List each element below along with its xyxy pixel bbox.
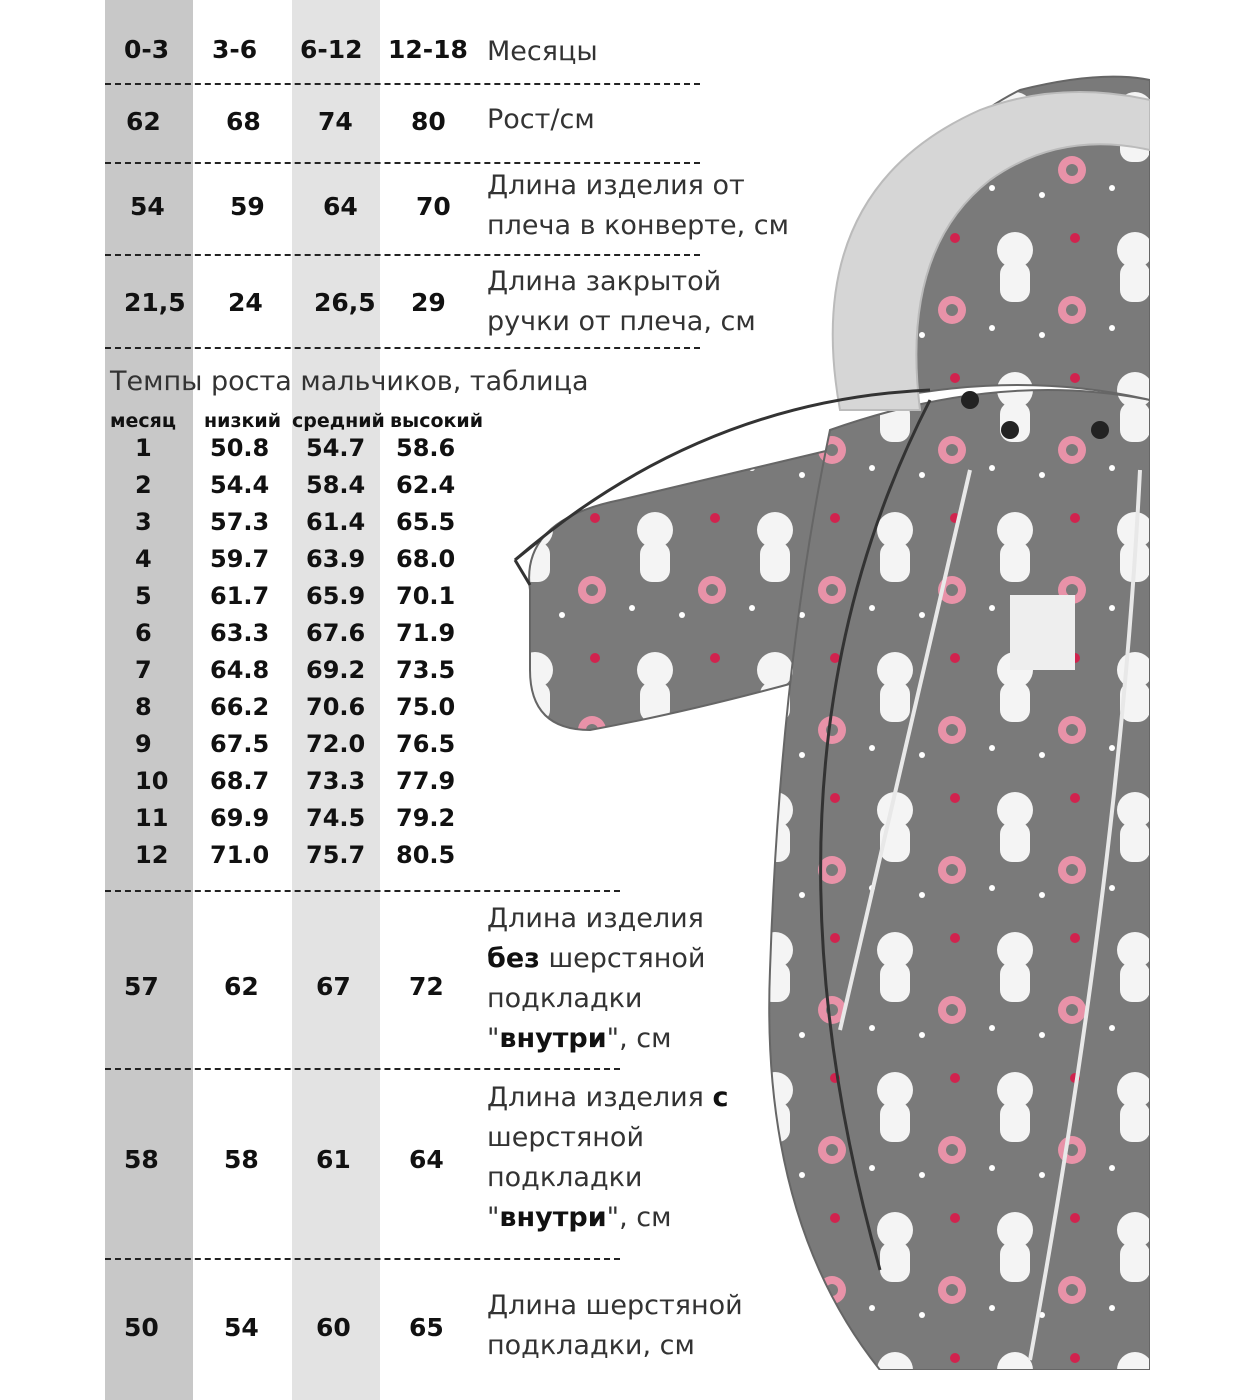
growth-cell-mid: 61.4 <box>306 508 366 536</box>
growth-cell-month: 10 <box>135 767 169 795</box>
growth-cell-mid: 69.2 <box>306 656 366 684</box>
growth-cell-mid: 70.6 <box>306 693 366 721</box>
with-lining-label-line4: "внутри", см <box>487 1202 672 1233</box>
separator <box>105 254 700 256</box>
growth-cell-high: 80.5 <box>396 841 456 869</box>
height-value-3: 74 <box>318 107 353 136</box>
length-label-line1: Длина изделия от <box>487 170 745 201</box>
separator <box>105 1258 620 1260</box>
sleeve-value-3: 26,5 <box>314 288 376 317</box>
height-value-1: 62 <box>126 107 161 136</box>
lining-length-label-line1: Длина шерстяной <box>487 1290 743 1321</box>
without-lining-label-line4: "внутри", см <box>487 1023 672 1054</box>
without-lining-value-2: 62 <box>224 972 259 1001</box>
height-value-2: 68 <box>226 107 261 136</box>
with-lining-label-line3: подкладки <box>487 1162 643 1193</box>
without-lining-label-line2: без шерстяной <box>487 943 706 974</box>
growth-cell-month: 5 <box>135 582 152 610</box>
growth-cell-low: 54.4 <box>210 471 270 499</box>
with-lining-label-line1: Длина изделия с <box>487 1082 729 1113</box>
growth-cell-high: 68.0 <box>396 545 456 573</box>
lining-length-value-3: 60 <box>316 1313 351 1342</box>
growth-cell-month: 8 <box>135 693 152 721</box>
months-label: Месяцы <box>487 36 598 67</box>
growth-cell-high: 62.4 <box>396 471 456 499</box>
growth-cell-mid: 73.3 <box>306 767 366 795</box>
lining-length-value-4: 65 <box>409 1313 444 1342</box>
separator <box>105 1068 620 1070</box>
with-lining-value-3: 61 <box>316 1145 351 1174</box>
with-lining-value-2: 58 <box>224 1145 259 1174</box>
without-lining-value-1: 57 <box>124 972 159 1001</box>
growth-table-title: Темпы роста мальчиков, таблица <box>110 366 589 397</box>
lining-length-value-1: 50 <box>124 1313 159 1342</box>
growth-cell-high: 75.0 <box>396 693 456 721</box>
growth-cell-mid: 74.5 <box>306 804 366 832</box>
months-value-2: 3-6 <box>212 35 258 64</box>
growth-cell-mid: 58.4 <box>306 471 366 499</box>
growth-cell-high: 65.5 <box>396 508 456 536</box>
with-lining-label-line2: шерстяной <box>487 1122 644 1153</box>
months-value-3: 6-12 <box>300 35 363 64</box>
growth-cell-month: 4 <box>135 545 152 573</box>
growth-cell-low: 69.9 <box>210 804 270 832</box>
length-value-2: 59 <box>230 192 265 221</box>
length-value-3: 64 <box>323 192 358 221</box>
length-label-line2: плеча в конверте, см <box>487 210 789 241</box>
sleeve-value-1: 21,5 <box>124 288 186 317</box>
growth-cell-month: 9 <box>135 730 152 758</box>
growth-cell-high: 58.6 <box>396 434 456 462</box>
growth-cell-high: 76.5 <box>396 730 456 758</box>
growth-cell-month: 12 <box>135 841 169 869</box>
growth-cell-low: 50.8 <box>210 434 270 462</box>
without-lining-value-4: 72 <box>409 972 444 1001</box>
growth-cell-month: 2 <box>135 471 152 499</box>
months-value-4: 12-18 <box>388 35 468 64</box>
growth-cell-high: 73.5 <box>396 656 456 684</box>
growth-cell-month: 6 <box>135 619 152 647</box>
without-lining-value-3: 67 <box>316 972 351 1001</box>
sleeve-value-2: 24 <box>228 288 263 317</box>
growth-header-low: низкий <box>204 410 282 432</box>
growth-cell-high: 77.9 <box>396 767 456 795</box>
growth-cell-low: 67.5 <box>210 730 270 758</box>
growth-header-mid: средний <box>292 410 385 432</box>
with-lining-value-1: 58 <box>124 1145 159 1174</box>
height-value-4: 80 <box>411 107 446 136</box>
sleeve-label-line2: ручки от плеча, см <box>487 306 756 337</box>
growth-cell-month: 3 <box>135 508 152 536</box>
separator <box>105 890 620 892</box>
growth-cell-low: 64.8 <box>210 656 270 684</box>
growth-cell-low: 66.2 <box>210 693 270 721</box>
without-lining-label-line3: подкладки <box>487 983 643 1014</box>
length-value-1: 54 <box>130 192 165 221</box>
separator <box>105 83 700 85</box>
height-label: Рост/см <box>487 104 595 135</box>
with-lining-value-4: 64 <box>409 1145 444 1174</box>
growth-cell-mid: 75.7 <box>306 841 366 869</box>
lining-length-value-2: 54 <box>224 1313 259 1342</box>
separator <box>105 347 700 349</box>
growth-cell-month: 7 <box>135 656 152 684</box>
growth-cell-low: 71.0 <box>210 841 270 869</box>
growth-cell-month: 1 <box>135 434 152 462</box>
growth-cell-low: 61.7 <box>210 582 270 610</box>
growth-header-high: высокий <box>390 410 484 432</box>
growth-cell-high: 71.9 <box>396 619 456 647</box>
separator <box>105 162 700 164</box>
length-value-4: 70 <box>416 192 451 221</box>
growth-cell-low: 57.3 <box>210 508 270 536</box>
without-lining-label-line1: Длина изделия <box>487 903 704 934</box>
growth-cell-low: 59.7 <box>210 545 270 573</box>
growth-header-month: месяц <box>110 410 176 432</box>
sleeve-label-line1: Длина закрытой <box>487 266 722 297</box>
growth-cell-low: 63.3 <box>210 619 270 647</box>
growth-cell-high: 70.1 <box>396 582 456 610</box>
growth-cell-mid: 63.9 <box>306 545 366 573</box>
growth-cell-mid: 65.9 <box>306 582 366 610</box>
lining-length-label-line2: подкладки, см <box>487 1330 695 1361</box>
growth-cell-mid: 67.6 <box>306 619 366 647</box>
months-value-1: 0-3 <box>124 35 170 64</box>
growth-cell-month: 11 <box>135 804 169 832</box>
growth-cell-mid: 54.7 <box>306 434 366 462</box>
sleeve-value-4: 29 <box>411 288 446 317</box>
growth-cell-mid: 72.0 <box>306 730 366 758</box>
growth-cell-high: 79.2 <box>396 804 456 832</box>
growth-cell-low: 68.7 <box>210 767 270 795</box>
